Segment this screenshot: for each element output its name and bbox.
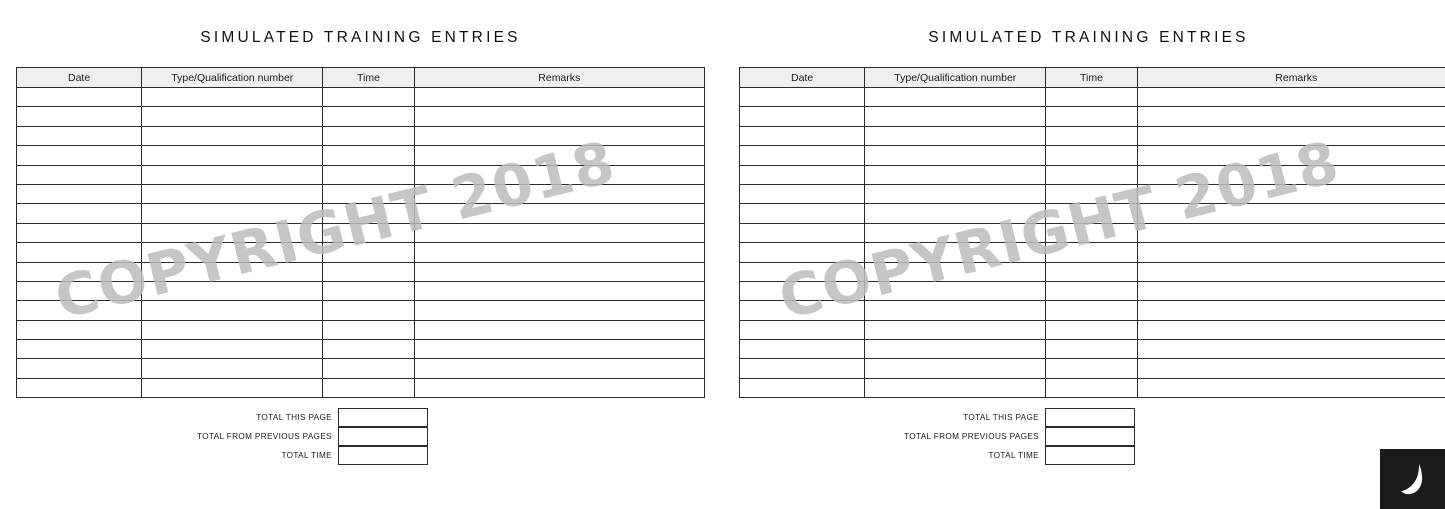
cell-remarks[interactable] [414,262,704,281]
cell-date[interactable] [17,88,142,107]
total-previous-pages-row [197,427,428,446]
cell-time[interactable] [323,359,414,378]
cell-date[interactable] [740,359,865,378]
cell-date[interactable] [740,340,865,359]
cell-remarks[interactable] [414,126,704,145]
total-time-label: TOTAL TIME [281,451,332,461]
column-header-time: Time [1046,68,1137,88]
cell-time[interactable] [1046,204,1137,223]
cell-time[interactable] [1046,146,1137,165]
cell-remarks[interactable] [414,146,704,165]
cell-date[interactable] [740,320,865,339]
cell-date[interactable] [17,165,142,184]
cell-time[interactable] [323,340,414,359]
cell-type[interactable] [865,301,1046,320]
cell-date[interactable] [17,126,142,145]
total-this-page-field[interactable] [338,408,428,427]
cell-remarks[interactable] [1137,359,1445,378]
totals-section-left [16,408,428,465]
cell-type[interactable] [865,340,1046,359]
cell-date[interactable] [740,126,865,145]
cell-date[interactable] [17,340,142,359]
cell-type[interactable] [865,204,1046,223]
cell-time[interactable] [323,146,414,165]
cell-remarks[interactable] [414,184,704,203]
column-header-remarks: Remarks [414,68,704,88]
table-row[interactable] [740,340,1445,359]
cell-date[interactable] [17,359,142,378]
cell-remarks[interactable] [1137,243,1445,262]
cell-time[interactable] [323,320,414,339]
cell-remarks[interactable] [1137,146,1445,165]
cell-date[interactable] [17,184,142,203]
cell-type[interactable] [142,301,323,320]
cell-remarks[interactable] [1137,184,1445,203]
table-row[interactable] [740,281,1445,300]
table-row[interactable] [740,262,1445,281]
cell-date[interactable] [17,243,142,262]
cell-remarks[interactable] [1137,340,1445,359]
cell-time[interactable] [1046,243,1137,262]
cell-type[interactable] [142,320,323,339]
cell-time[interactable] [1046,165,1137,184]
cell-type[interactable] [142,204,323,223]
cell-type[interactable] [865,223,1046,242]
column-header-type-qualification: Type/Qualification number [865,68,1046,88]
cell-date[interactable] [740,184,865,203]
table-row[interactable] [740,301,1445,320]
table-row[interactable] [740,320,1445,339]
cell-remarks[interactable] [414,359,704,378]
cell-type[interactable] [142,165,323,184]
table-row[interactable] [17,243,705,262]
cell-remarks[interactable] [1137,88,1445,107]
total-previous-pages-field[interactable] [1045,427,1135,446]
cell-remarks[interactable] [414,378,704,397]
cell-type[interactable] [865,378,1046,397]
cell-date[interactable] [17,223,142,242]
cell-type[interactable] [142,262,323,281]
total-previous-pages-row [904,427,1135,446]
table-row[interactable] [17,107,705,126]
cell-date[interactable] [740,243,865,262]
cell-time[interactable] [323,107,414,126]
total-this-page-label: TOTAL THIS PAGE [256,413,332,423]
total-time-field[interactable] [338,446,428,465]
simulated-training-table-left [16,67,705,398]
cell-type[interactable] [865,165,1046,184]
column-header-date: Date [740,68,865,88]
cell-type[interactable] [142,184,323,203]
cell-date[interactable] [17,320,142,339]
cell-time[interactable] [1046,262,1137,281]
right-page [739,0,1445,465]
cell-type[interactable] [865,88,1046,107]
cell-type[interactable] [142,243,323,262]
total-time-label: TOTAL TIME [988,451,1039,461]
cell-time[interactable] [323,88,414,107]
cell-date[interactable] [740,165,865,184]
cell-date[interactable] [740,262,865,281]
cell-type[interactable] [142,340,323,359]
cell-date[interactable] [17,146,142,165]
feather-logo [1380,449,1445,509]
cell-date[interactable] [740,146,865,165]
cell-time[interactable] [1046,126,1137,145]
cell-remarks[interactable] [1137,281,1445,300]
cell-date[interactable] [17,301,142,320]
cell-date[interactable] [17,378,142,397]
table-row[interactable] [740,165,1445,184]
total-this-page-row [963,408,1135,427]
total-this-page-row [256,408,428,427]
table-row[interactable] [17,126,705,145]
cell-type[interactable] [142,126,323,145]
cell-remarks[interactable] [414,107,704,126]
cell-time[interactable] [1046,184,1137,203]
cell-type[interactable] [865,262,1046,281]
cell-remarks[interactable] [1137,301,1445,320]
cell-type[interactable] [865,184,1046,203]
cell-type[interactable] [865,243,1046,262]
cell-time[interactable] [323,243,414,262]
page-title: SIMULATED TRAINING ENTRIES [928,29,1249,46]
column-header-remarks: Remarks [1137,68,1445,88]
cell-time[interactable] [1046,223,1137,242]
cell-remarks[interactable] [414,204,704,223]
table-row[interactable] [740,88,1445,107]
table-row[interactable] [740,204,1445,223]
table-row[interactable] [17,378,705,397]
column-header-time: Time [323,68,414,88]
table-row[interactable] [17,165,705,184]
table-row[interactable] [17,262,705,281]
cell-date[interactable] [740,88,865,107]
cell-remarks[interactable] [1137,204,1445,223]
cell-date[interactable] [740,301,865,320]
simulated-training-table-right [739,67,1445,398]
table-row[interactable] [17,340,705,359]
cell-remarks[interactable] [414,281,704,300]
column-header-type-qualification: Type/Qualification number [142,68,323,88]
table-row[interactable] [17,359,705,378]
cell-type[interactable] [865,359,1046,378]
cell-date[interactable] [740,223,865,242]
cell-time[interactable] [1046,107,1137,126]
table-row[interactable] [740,184,1445,203]
cell-remarks[interactable] [1137,378,1445,397]
cell-time[interactable] [323,281,414,300]
total-previous-pages-label: TOTAL FROM PREVIOUS PAGES [904,432,1039,442]
watermark-right: COPYRIGHT 2018 [772,127,1346,333]
cell-type[interactable] [865,107,1046,126]
total-time-row [281,446,428,465]
cell-time[interactable] [323,204,414,223]
cell-date[interactable] [17,204,142,223]
cell-remarks[interactable] [414,223,704,242]
cell-remarks[interactable] [1137,262,1445,281]
cell-time[interactable] [1046,320,1137,339]
cell-time[interactable] [1046,301,1137,320]
cell-remarks[interactable] [414,243,704,262]
table-row[interactable] [17,184,705,203]
cell-remarks[interactable] [1137,320,1445,339]
cell-type[interactable] [865,146,1046,165]
cell-date[interactable] [17,281,142,300]
table-row[interactable] [17,146,705,165]
page-title: SIMULATED TRAINING ENTRIES [200,29,521,46]
table-row[interactable] [740,126,1445,145]
total-time-field[interactable] [1045,446,1135,465]
cell-remarks[interactable] [1137,223,1445,242]
cell-remarks[interactable] [414,340,704,359]
cell-time[interactable] [1046,359,1137,378]
cell-type[interactable] [142,223,323,242]
cell-date[interactable] [740,204,865,223]
total-this-page-label: TOTAL THIS PAGE [963,413,1039,423]
total-this-page-field[interactable] [1045,408,1135,427]
cell-time[interactable] [323,301,414,320]
totals-section-right [739,408,1135,465]
cell-type[interactable] [865,281,1046,300]
cell-time[interactable] [323,126,414,145]
cell-remarks[interactable] [1137,107,1445,126]
watermark-left: COPYRIGHT 2018 [48,127,622,333]
table-row[interactable] [17,223,705,242]
cell-date[interactable] [740,107,865,126]
cell-remarks[interactable] [414,88,704,107]
table-body-left [17,88,705,398]
cell-remarks[interactable] [414,301,704,320]
feather-icon [1398,462,1428,496]
cell-time[interactable] [323,378,414,397]
cell-date[interactable] [17,107,142,126]
total-previous-pages-field[interactable] [338,427,428,446]
cell-type[interactable] [142,281,323,300]
table-row[interactable] [17,204,705,223]
table-row[interactable] [740,359,1445,378]
cell-remarks[interactable] [414,165,704,184]
table-header-row [740,68,1445,88]
table-row[interactable] [17,301,705,320]
cell-remarks[interactable] [1137,126,1445,145]
cell-type[interactable] [142,359,323,378]
cell-date[interactable] [740,281,865,300]
total-time-row [988,446,1135,465]
table-row[interactable] [740,243,1445,262]
cell-type[interactable] [142,378,323,397]
table-row[interactable] [740,107,1445,126]
cell-type[interactable] [865,126,1046,145]
cell-time[interactable] [1046,340,1137,359]
cell-type[interactable] [142,107,323,126]
cell-time[interactable] [323,165,414,184]
cell-time[interactable] [1046,88,1137,107]
cell-remarks[interactable] [414,320,704,339]
table-row[interactable] [740,378,1445,397]
cell-remarks[interactable] [1137,165,1445,184]
table-row[interactable] [740,223,1445,242]
cell-type[interactable] [142,146,323,165]
table-row[interactable] [740,146,1445,165]
cell-type[interactable] [865,320,1046,339]
cell-time[interactable] [323,262,414,281]
table-row[interactable] [17,88,705,107]
cell-time[interactable] [323,223,414,242]
total-previous-pages-label: TOTAL FROM PREVIOUS PAGES [197,432,332,442]
left-page [16,0,705,465]
table-row[interactable] [17,320,705,339]
cell-date[interactable] [17,262,142,281]
cell-time[interactable] [1046,378,1137,397]
table-row[interactable] [17,281,705,300]
column-header-date: Date [17,68,142,88]
cell-time[interactable] [323,184,414,203]
table-header-row [17,68,705,88]
cell-date[interactable] [740,378,865,397]
cell-time[interactable] [1046,281,1137,300]
table-body-right [740,88,1445,398]
cell-type[interactable] [142,88,323,107]
